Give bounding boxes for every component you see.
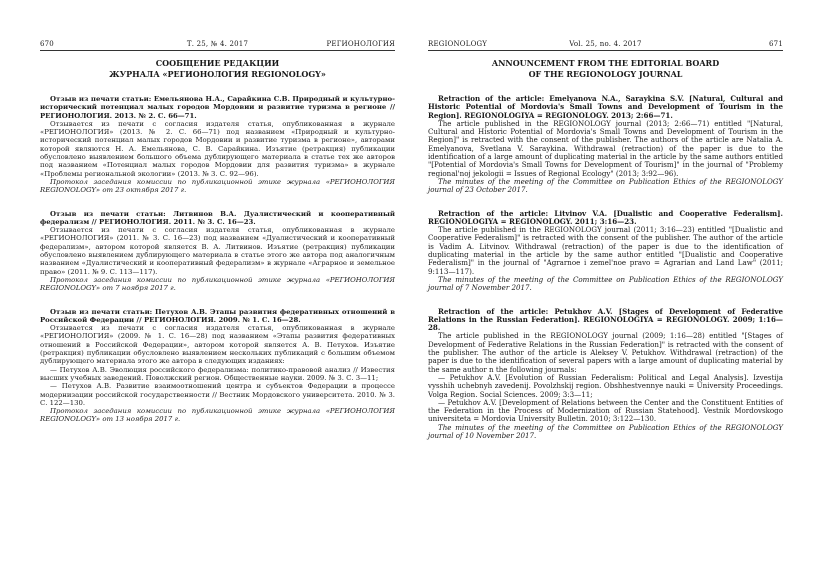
committee-minutes: The minutes of the meeting of the Committee on Publication Ethics of the REGIONOLOGY journal of 10 November 2017.	[428, 422, 783, 440]
notice-body: Отзывается из печати с согласия издателя статья, опубликованная в журнале «РЕГИОНОЛОГИЯ» (2013. № 2. С. 66—71) под названием «Природный и культурно-исторический потенциал малых городов Мордовии и развитие туризма в регионе», авторами которой являются Н. А. Емельянова, С. В. Сарайкина. Изъятие (ретракция) публикации обусловлено выявлением большого объема дублирующего материала в статье тех же авторов под названием «Потенциал малых городов Мордовии для развития туризма» в журнале «Проблемы региональной экологии» (2013. № 3. С. 92—96).	[40, 119, 395, 178]
reference-item: — Петухов А.В. Эволюция российского федерализма: политико-правовой анализ // Известия высших учебных заведений. Поволжский регион. Общественные науки. 2009. № 3. С. 3—11;	[40, 365, 395, 382]
page-heading	[40, 58, 395, 80]
notice-title: Отзыв из печати статьи: Емельянова Н.А., Сарайкина С.В. Природный и культурно-исторический потенциал малых городов Мордовии и развитие туризма в регионе // РЕГИОНОЛОГИЯ. 2013. № 2. С. 66—71.	[40, 95, 395, 120]
reference-item: — Petukhov A.V. [Development of Relations between the Center and the Constituent Entities of the Federation in the Process of Modernization of Russian Statehood]. Vestnik Mordovskogo universiteta = Mordovia University Bulletin. 2010; 3:122—130.	[428, 397, 783, 424]
running-header	[40, 39, 395, 51]
committee-minutes: Протокол заседания комиссии по публикационной этике журнала «РЕГИОНОЛОГИЯ REGIONOLOGY» от 7 ноября 2017 г.	[40, 275, 395, 293]
retraction-notice	[428, 210, 783, 293]
notice-body: The article published in the REGIONOLOGY journal (2009; 1:16—28) entitled "[Stages of Development of Federative Relations in the Russian Federation]" is retracted with the consent of the publisher. The author of the article is Aleksey V. Petukhov. Withdrawal (retraction) of the paper is due to the identification of several papers with a large amount of duplicating material by the same author n the following journals:	[428, 331, 783, 374]
retraction-notice	[40, 308, 395, 424]
notice-title: Retraction of the article: Petukhov A.V. [Stages of Development of Federative Relations in the Russian Federation]. REGIONOLOGIYA = REGIONOLOGY. 2009; 1:16—28.	[428, 306, 783, 333]
notice-body: The article published in the REGIONOLOGY journal (2011; 3:16—23) entitled "[Dualistic and Cooperative Federalism]" is retracted with the consent of the publisher. The author of the article is Vadim A. Litvinov. Withdrawal (retraction) of the paper is due to the identification of duplicating material in the article by the same author entitled "[Dualistic and Cooperative Federalism]" in the journal of "Agrarnoe i zemel'noe pravo = Agrarian and Land Law" (2011; 9:113—117).	[428, 225, 783, 276]
page-content	[40, 58, 395, 424]
retraction-notice	[40, 95, 395, 195]
committee-minutes: Протокол заседания комиссии по публикационной этике журнала «РЕГИОНОЛОГИЯ REGIONOLOGY» от 13 ноября 2017 г.	[40, 407, 395, 424]
retraction-notice	[428, 95, 783, 195]
notice-body: The article published in the REGIONOLOGY journal (2013; 2:66—71) entitled "[Natural, Cultural and Historic Potential of Mordovia's Small Towns and Development of Tourism in the Region]" is retracted with the consent of the publisher. The authors of the article are Natalia A. Emelyanova, Svetlana V. Saraykina. Withdrawal (retraction) of the paper is due to the identification of a large amount of duplicating material in the article by the same authors entitled "[Potential of Mordovia's Small Towns for Development of Tourism]" in the journal of "Problemy regional'noj jekologii = Issues of Regional Ecology" (2013; 3:92—96).	[428, 118, 783, 178]
heading-line: OF THE REGIONOLOGY JOURNAL	[528, 69, 683, 79]
page-heading	[428, 58, 783, 80]
page-number: 671	[769, 40, 783, 48]
volume-info: Т. 25, № 4. 2017	[186, 40, 249, 48]
committee-minutes: The minutes of the meeting of the Committee on Publication Ethics of the REGIONOLOGY journal of 23 October 2017.	[428, 176, 783, 195]
right-page	[428, 0, 783, 566]
reference-item: — Петухов А.В. Развитие взаимоотношений центра и субъектов Федерации в процессе модернизации российской государственности // Вестник Мордовского университета. 2010. № 3. С. 122—130.	[40, 382, 395, 407]
notice-title: Отзыв из печати статьи: Петухов А.В. Этапы развития федеративных отношений в Российской Федерации // РЕГИОНОЛОГИЯ. 2009. № 1. С. 16—28.	[40, 307, 395, 324]
volume-info: Vol. 25, no. 4. 2017	[569, 40, 642, 48]
notice-title: Отзыв из печати статьи: Литвинов В.А. Дуалистический и кооперативный федерализм // РЕГИОНОЛОГИЯ. 2011. № 3. С. 16—23.	[40, 209, 395, 226]
heading-line: ЖУРНАЛА «РЕГИОНОЛОГИЯ REGIONOLOGY»	[109, 69, 326, 79]
heading-line: СООБЩЕНИЕ РЕДАКЦИИ	[155, 58, 280, 68]
retraction-notice	[428, 308, 783, 441]
journal-name: РЕГИОНОЛОГИЯ	[326, 40, 395, 48]
page-number: 670	[40, 40, 54, 48]
retraction-notice	[40, 210, 395, 293]
running-header	[428, 39, 783, 51]
notice-title: Retraction of the article: Litvinov V.A. [Dualistic and Cooperative Federalism]. REGIONOLOGIYA = REGIONOLOGY. 2011; 3:16—23.	[428, 208, 783, 226]
left-page	[40, 0, 395, 566]
reference-item: — Petukhov A.V. [Evolution of Russian Federalism: Political and Legal Analysis]. Izvestija vysshih uchebnyh zavedenij. Povolzhskij region. Obshhestvennye nauki = University Proceedings. Volga Region. Social Sciences. 2009; 3:3—11;	[428, 372, 783, 399]
journal-name: REGIONOLOGY	[428, 40, 488, 48]
notice-title: Retraction of the article: Emelyanova N.A., Saraykina S.V. [Natural, Cultural and Historic Potential of Mordovia's Small Towns and Development of Tourism in the Region]. REGIONOLOGIYA = REGIONOLOGY. 2013; 2:66—71.	[428, 94, 783, 120]
heading-line: ANNOUNCEMENT FROM THE EDITORIAL BOARD	[491, 58, 720, 68]
page-content	[428, 58, 783, 440]
committee-minutes: The minutes of the meeting of the Committee on Publication Ethics of the REGIONOLOGY journal of 7 November 2017.	[428, 274, 783, 293]
notice-body: Отзывается из печати с согласия издателя статья, опубликованная в журнале «РЕГИОНОЛОГИЯ» (2011. № 3. С. 16—23) под названием «Дуалистический и кооперативный федерализм», автором которой является В. А. Литвинов. Изъятие (ретракция) публикации обусловлено выявлением дублирующего материала в статье этого же автора под аналогичным названием «Дуалистический и кооперативный федерализм» в журнале «Аграрное и земельное право» (2011. № 9. С. 113—117).	[40, 226, 395, 276]
notice-body: Отзывается из печати с согласия издателя статья, опубликованная в журнале «РЕГИОНОЛОГИЯ» (2009. № 1. С. 16—28) под названием «Этапы развития федеративных отношений в Российской Федерации», автором которой является А. В. Петухов. Изъятие (ретракция) публикации обусловлено выявлением нескольких публикаций с большим объемом дублирующего материала этого же автора в следующих изданиях:	[40, 324, 395, 366]
committee-minutes: Протокол заседания комиссии по публикационной этике журнала «РЕГИОНОЛОГИЯ REGIONOLOGY» от 23 октября 2017 г.	[40, 177, 395, 195]
